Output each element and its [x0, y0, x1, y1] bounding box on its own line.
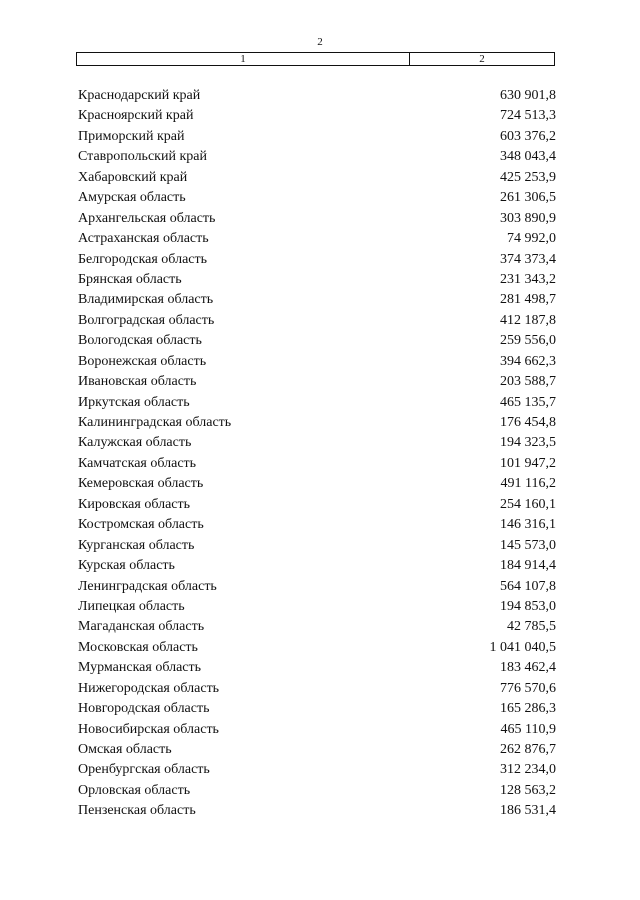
table-row [78, 270, 556, 290]
region-value: 412 187,8 [500, 312, 556, 328]
table-row [78, 352, 556, 372]
table-row [78, 495, 556, 515]
region-name: Омская область [78, 742, 172, 757]
region-name: Ленинградская область [78, 578, 217, 594]
region-name: Нижегородская область [78, 680, 220, 696]
region-value: 281 498,7 [500, 292, 556, 308]
region-value: 303 890,9 [500, 210, 556, 226]
region-name: Астраханская область [78, 231, 209, 247]
region-value: 128 563,2 [500, 782, 556, 798]
region-name: Новосибирская область [78, 721, 219, 737]
region-name: Брянская область [78, 271, 182, 287]
region-name: Оренбургская область [78, 762, 210, 778]
table-row [78, 209, 556, 229]
region-name: Белгородская область [78, 251, 208, 267]
region-name: Ставропольский край [78, 149, 207, 165]
table-row [78, 760, 556, 780]
table-row [78, 454, 556, 474]
column-header-1: 1 [77, 53, 410, 65]
table-row [78, 372, 556, 392]
region-value: 146 316,1 [500, 517, 556, 533]
region-value: 724 513,3 [500, 108, 556, 124]
region-value: 194 853,0 [500, 598, 556, 614]
table-row [78, 699, 556, 719]
region-name: Орловская область [78, 782, 191, 798]
table-row [78, 597, 556, 617]
table-row [78, 413, 556, 433]
region-value: 74 992,0 [507, 231, 556, 247]
region-value: 312 234,0 [500, 762, 556, 778]
table-row [78, 536, 556, 556]
table-row [78, 393, 556, 413]
table-row [78, 638, 556, 658]
region-name: Вологодская область [78, 333, 202, 349]
region-name: Московская область [78, 639, 198, 655]
page-number: 2 [317, 36, 323, 48]
table-row [78, 147, 556, 167]
table-row [78, 577, 556, 597]
table-row [78, 106, 556, 126]
region-value: 165 286,3 [500, 701, 556, 717]
region-value: 194 323,5 [500, 435, 556, 451]
table-row [78, 617, 556, 637]
region-name: Новгородская область [78, 701, 210, 717]
table-row [78, 433, 556, 453]
region-value: 630 901,8 [500, 88, 556, 103]
region-value: 203 588,7 [500, 374, 556, 390]
region-value: 262 876,7 [500, 742, 556, 757]
region-name: Воронежская область [78, 353, 207, 369]
region-name: Иркутская область [78, 394, 190, 410]
region-name: Красноярский край [78, 108, 194, 124]
region-name: Волгоградская область [78, 312, 215, 328]
region-value: 491 116,2 [500, 476, 556, 492]
table-row [78, 658, 556, 678]
region-value: 254 160,1 [500, 496, 556, 512]
region-name: Магаданская область [78, 619, 205, 635]
region-value-list [78, 86, 556, 822]
region-value: 465 110,9 [500, 721, 556, 737]
region-name: Архангельская область [78, 210, 216, 226]
region-name: Пензенская область [78, 803, 196, 819]
region-name: Курганская область [78, 537, 195, 553]
table-row [78, 515, 556, 535]
table-row [78, 168, 556, 188]
table-row [78, 801, 556, 821]
region-value: 101 947,2 [500, 455, 556, 471]
region-name: Кировская область [78, 496, 191, 512]
region-name: Липецкая область [78, 598, 185, 614]
table-row [78, 290, 556, 310]
region-name: Владимирская область [78, 292, 214, 308]
region-name: Кемеровская область [78, 476, 204, 492]
region-value: 425 253,9 [500, 169, 556, 185]
region-value: 42 785,5 [507, 619, 556, 635]
table-row [78, 127, 556, 147]
region-value: 183 462,4 [500, 660, 556, 676]
region-value: 184 914,4 [500, 558, 556, 574]
region-value: 145 573,0 [500, 537, 556, 553]
region-value: 776 570,6 [500, 680, 556, 696]
region-name: Курская область [78, 558, 175, 574]
table-row [78, 331, 556, 351]
region-value: 1 041 040,5 [489, 639, 556, 655]
table-row [78, 474, 556, 494]
region-value: 259 556,0 [500, 333, 556, 349]
column-header-table [76, 52, 555, 66]
region-value: 231 343,2 [500, 271, 556, 287]
region-value: 374 373,4 [500, 251, 556, 267]
region-name: Камчатская область [78, 455, 197, 471]
table-row [78, 781, 556, 801]
region-name: Приморский край [78, 128, 185, 144]
table-row [78, 556, 556, 576]
column-header-2: 2 [479, 53, 485, 65]
region-name: Амурская область [78, 190, 186, 206]
region-name: Ивановская область [78, 374, 197, 390]
region-name: Калининградская область [78, 415, 232, 430]
table-row [78, 720, 556, 740]
region-value: 394 662,3 [500, 353, 556, 369]
table-row [78, 679, 556, 699]
table-row [78, 740, 556, 760]
region-value: 348 043,4 [500, 149, 556, 165]
region-name: Костромская область [78, 517, 204, 533]
region-name: Хабаровский край [78, 169, 188, 185]
region-name: Мурманская область [78, 660, 202, 676]
table-row [78, 311, 556, 331]
region-name: Краснодарский край [78, 88, 201, 103]
table-row [78, 250, 556, 270]
table-row [78, 86, 556, 106]
region-value: 465 135,7 [500, 394, 556, 410]
region-value: 186 531,4 [500, 803, 556, 819]
region-value: 176 454,8 [500, 415, 556, 430]
region-value: 261 306,5 [500, 190, 556, 206]
table-row [78, 188, 556, 208]
region-value: 564 107,8 [500, 578, 556, 594]
table-row [78, 229, 556, 249]
region-value: 603 376,2 [500, 128, 556, 144]
region-name: Калужская область [78, 435, 192, 451]
